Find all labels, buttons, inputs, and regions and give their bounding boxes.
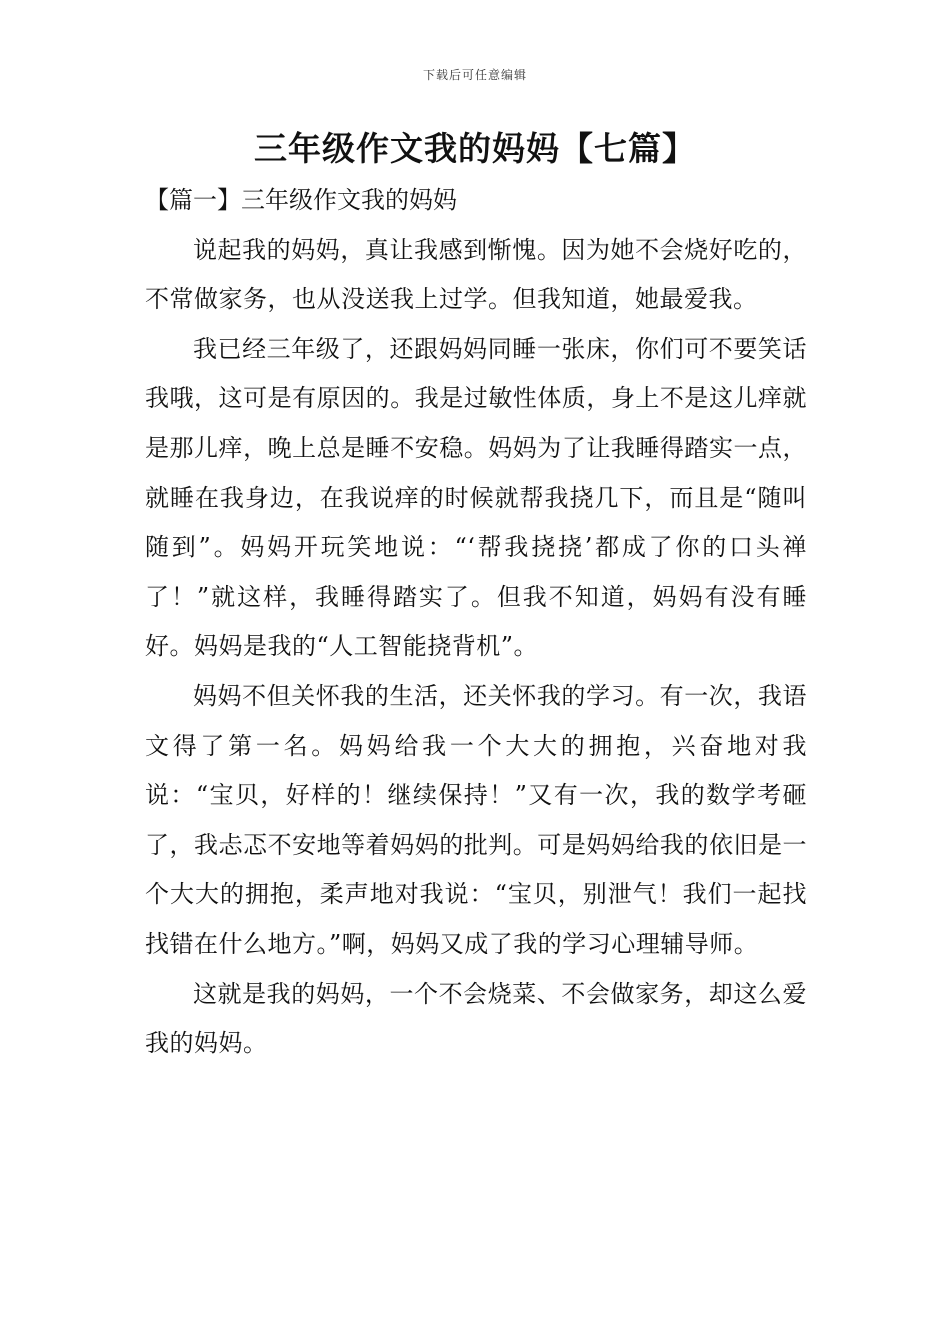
document-body	[145, 176, 807, 1069]
section-heading: 【篇一】三年级作文我的妈妈	[145, 186, 457, 214]
header-note: 下载后可任意编辑	[422, 68, 527, 82]
paragraph: 妈妈不但关怀我的生活，还关怀我的学习。有一次，我语文得了第一名。妈妈给我一个大大的拥抱，兴奋地对我说：“宝贝，好样的！继续保持！”又有一次，我的数学考砸了，我忐忑不安地等着妈妈的批判。可是妈妈给我的依旧是一个大大的拥抱，柔声地对我说：“宝贝，别泄气！我们一起找找错在什么地方。”啊，妈妈又成了我的学习心理辅导师。	[145, 681, 807, 958]
document-title: 三年级作文我的妈妈【七篇】	[254, 129, 696, 168]
paragraph: 这就是我的妈妈，一个不会烧菜、不会做家务，却这么爱我的妈妈。	[145, 979, 807, 1058]
paragraph: 我已经三年级了，还跟妈妈同睡一张床，你们可不要笑话我哦，这可是有原因的。我是过敏性体质，身上不是这儿痒就是那儿痒，晚上总是睡不安稳。妈妈为了让我睡得踏实一点，就睡在我身边，在我说痒的时候就帮我挠几下，而且是“随叫随到”。妈妈开玩笑地说：“‘帮我挠挠’都成了你的口头禅了！”就这样，我睡得踏实了。但我不知道，妈妈有没有睡好。妈妈是我的“人工智能挠背机”。	[145, 334, 807, 661]
paragraph: 说起我的妈妈，真让我感到惭愧。因为她不会烧好吃的，不常做家务，也从没送我上过学。但我知道，她最爱我。	[145, 235, 807, 314]
